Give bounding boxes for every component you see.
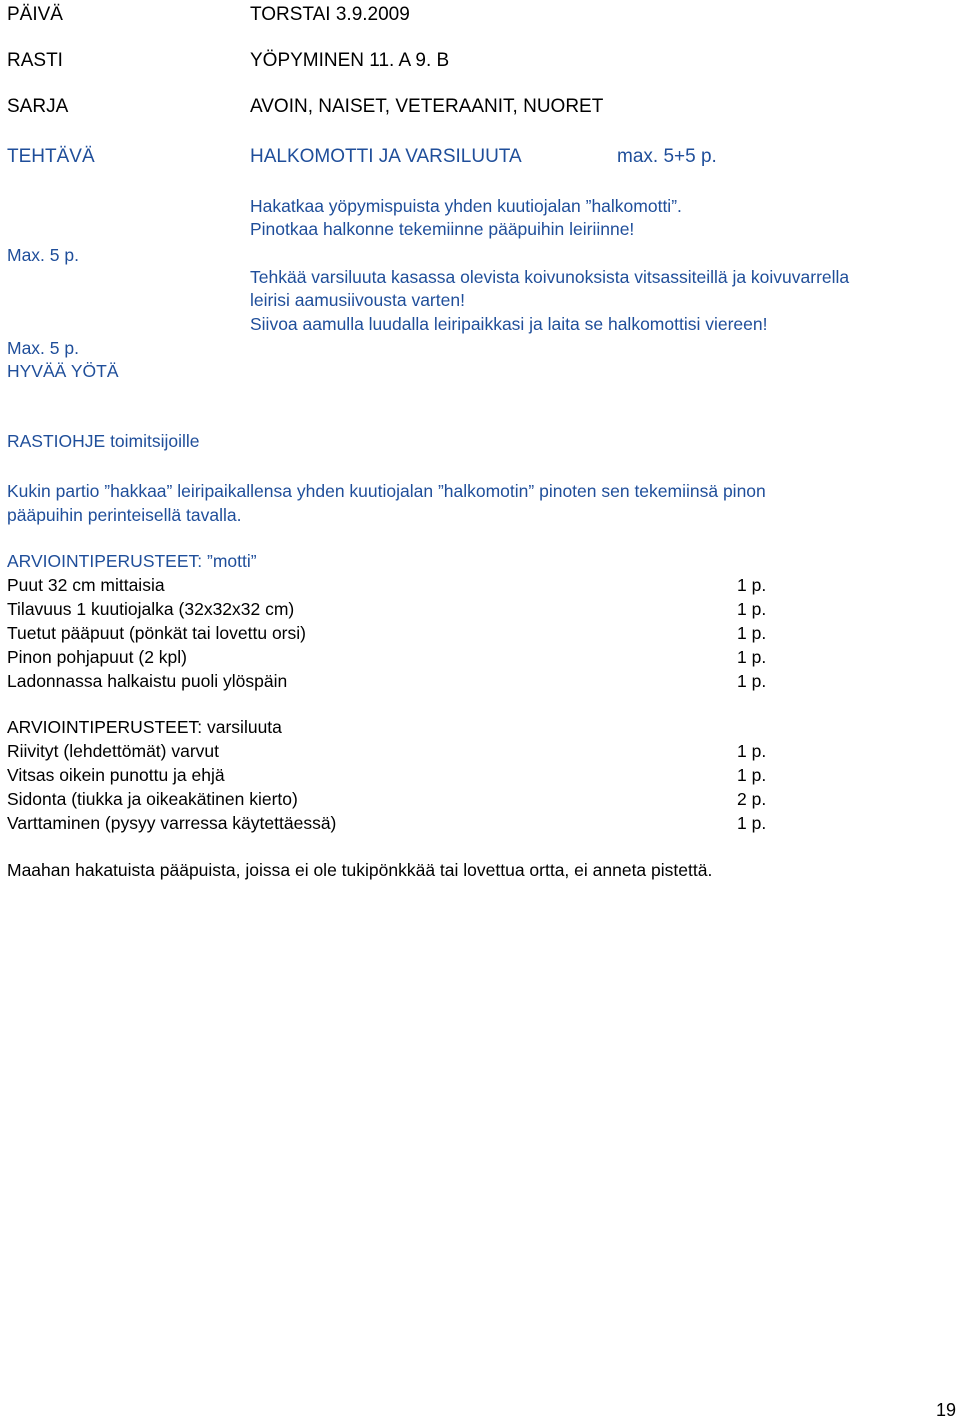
criteria-motti-points: 1 p. <box>737 647 767 667</box>
criteria-motti-points: 1 p. <box>737 623 767 643</box>
criteria-motti-item: Pinon pohjapuut (2 kpl) <box>7 647 187 667</box>
tehtava-label: TEHTÄVÄ <box>7 146 95 167</box>
criteria-motti-points: 1 p. <box>737 599 767 619</box>
task-points-2: Max. 5 p. <box>7 338 79 358</box>
criteria-luuta-points: 2 p. <box>737 789 767 809</box>
rasti-label: RASTI <box>7 50 63 71</box>
sarja-value: AVOIN, NAISET, VETERAANIT, NUORET <box>250 96 604 117</box>
paiva-label: PÄIVÄ <box>7 4 63 25</box>
task-line-2: Pinotkaa halkonne tekemiinne pääpuihin leiriinne! <box>250 219 635 239</box>
tehtava-value: HALKOMOTTI JA VARSILUUTA <box>250 146 522 167</box>
criteria-luuta-title: ARVIOINTIPERUSTEET: varsiluuta <box>7 717 282 737</box>
task-line-4: leirisi aamusiivousta varten! <box>250 290 465 310</box>
criteria-motti-points: 1 p. <box>737 575 767 595</box>
criteria-motti-title: ARVIOINTIPERUSTEET: ”motti” <box>7 551 257 571</box>
paiva-value: TORSTAI 3.9.2009 <box>250 4 410 25</box>
page-number: 19 <box>936 1400 957 1420</box>
task-line-5: Siivoa aamulla luudalla leiripaikkasi ja laita se halkomottisi viereen! <box>250 314 768 334</box>
criteria-luuta-points: 1 p. <box>737 741 767 761</box>
instructions-title: RASTIOHJE toimitsijoille <box>7 431 200 451</box>
footer-note: Maahan hakatuista pääpuista, joissa ei ole tukipönkkää tai lovettua ortta, ei anneta pistettä. <box>7 860 713 880</box>
tehtava-max-points: max. 5+5 p. <box>617 146 717 167</box>
criteria-motti-item: Puut 32 cm mittaisia <box>7 575 165 595</box>
instructions-para-line-2: pääpuihin perinteisellä tavalla. <box>7 505 242 525</box>
instructions-para-line-1: Kukin partio ”hakkaa” leiripaikallensa yhden kuutiojalan ”halkomotin” pinoten sen tekemiinsä pinon <box>7 481 766 501</box>
task-line-1: Hakatkaa yöpymispuista yhden kuutiojalan ”halkomotti”. <box>250 196 682 216</box>
criteria-motti-item: Tilavuus 1 kuutiojalka (32x32x32 cm) <box>7 599 295 619</box>
criteria-motti-item: Ladonnassa halkaistu puoli ylöspäin <box>7 671 288 691</box>
criteria-luuta-points: 1 p. <box>737 765 767 785</box>
criteria-luuta-item: Sidonta (tiukka ja oikeakätinen kierto) <box>7 789 298 809</box>
criteria-luuta-item: Vitsas oikein punottu ja ehjä <box>7 765 225 785</box>
task-points-1: Max. 5 p. <box>7 245 79 265</box>
rasti-value: YÖPYMINEN 11. A 9. B <box>250 50 450 71</box>
sarja-label: SARJA <box>7 96 69 117</box>
good-night-text: HYVÄÄ YÖTÄ <box>7 361 119 381</box>
criteria-luuta-item: Riivityt (lehdettömät) varvut <box>7 741 220 761</box>
criteria-luuta-points: 1 p. <box>737 813 767 833</box>
criteria-motti-item: Tuetut pääpuut (pönkät tai lovettu orsi) <box>7 623 306 643</box>
criteria-motti-points: 1 p. <box>737 671 767 691</box>
task-line-3: Tehkää varsiluuta kasassa olevista koivunoksista vitsassiteillä ja koivuvarrella <box>250 267 850 287</box>
criteria-luuta-item: Varttaminen (pysyy varressa käytettäessä) <box>7 813 337 833</box>
